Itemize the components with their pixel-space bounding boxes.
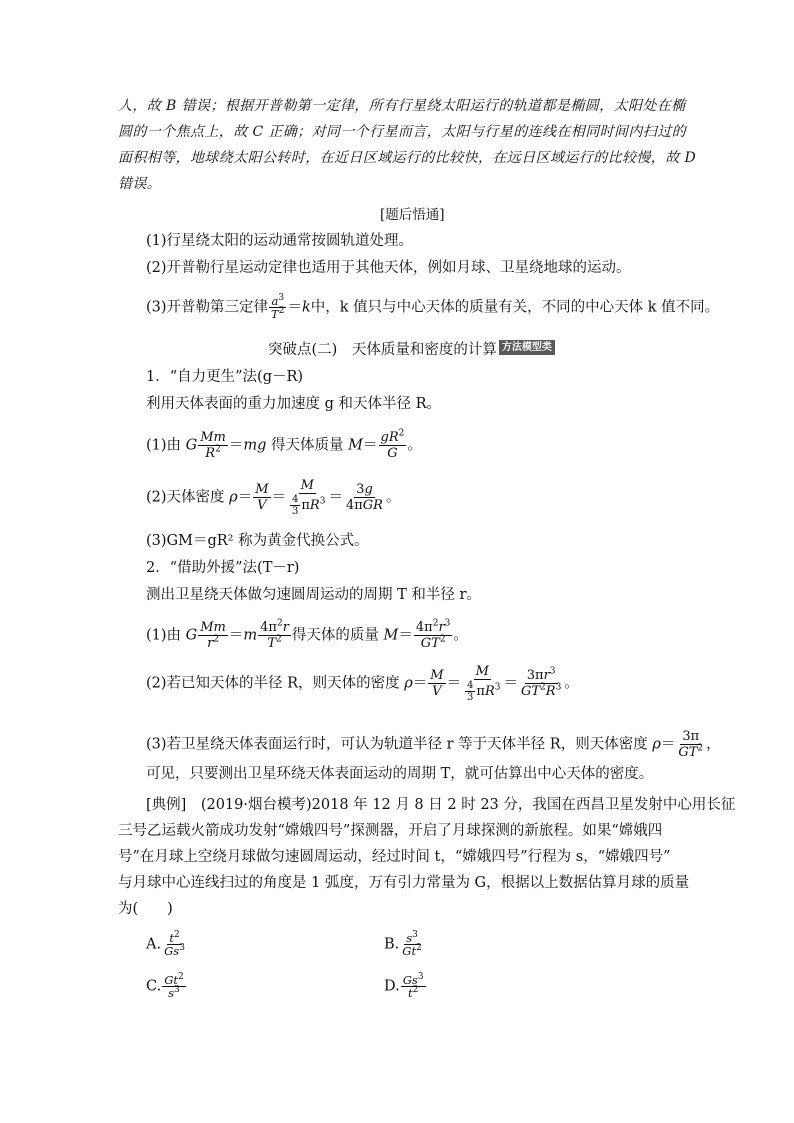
review-item-1: (1)行星绕太阳的运动通常按圆轨道处理。: [146, 233, 414, 249]
example-line-5: 为( ): [118, 901, 173, 917]
review-heading: [题后悟通]: [380, 207, 445, 223]
method2-step2-prefix: (2)若已知天体的半径 R，则天体的密度: [146, 675, 405, 692]
example-line-1: [典例] (2019·烟台模考)2018 年 12 月 8 日 2 时 23 分，我国在西昌卫星发射中心用长征: [146, 797, 736, 813]
density-volume: M $\frac{4}{3}$ $\pi R^3$: [292, 478, 326, 517]
method2-step1: (1)由 G $\frac{Mm}{r^2}$ ＝m $\frac{4\pi^2r}{T^2}$ 得天体的质量 M＝ $\frac{4\pi^2r^3}{GT^2}$ 。: [146, 618, 468, 651]
method1-title: 1．“自力更生”法(g－R): [146, 369, 304, 385]
option-c: [146, 974, 187, 999]
intro-line-1: 人，故 B 错误；根据开普勒第一定律，所有行星绕太阳运行的轨道都是椭圆，太阳处在椭: [118, 98, 686, 114]
method1-step2: (2)天体密度 ρ＝ $\frac{M}{V}$ ＝ M $\frac{4}{3}$ $\pi R^3$ ＝ $\frac{3g}{\text{4πGR}}$ 。: [146, 478, 401, 517]
orbit-density-result: $\frac{3\pi r^3}{GT^2R^3}$: [520, 666, 562, 699]
option-d-formula: $\frac{Gs^3}{t^2}$: [402, 972, 424, 1000]
method1-step3: (3)GM＝gR² 称为黄金代换公式。: [146, 533, 369, 549]
orbit-gravity-formula: $\frac{Mm}{r^2}$: [200, 620, 226, 651]
option-d: [384, 974, 427, 999]
option-a: [146, 932, 188, 957]
method2-step3: (3)若卫星绕天体表面运行时，可认为轨道半径 r 等于天体半径 R，则天体密度 ρ＝ $\frac{3\pi}{GT^2}$ ，: [146, 729, 721, 760]
method1-step1-mid: 得天体质量: [271, 437, 349, 454]
method2-step1-prefix: (1)由: [146, 627, 186, 644]
gravity-formula: $\frac{Mm}{R^2}$: [200, 430, 226, 461]
method2-desc: 测出卫星绕天体做匀速圆周运动的周期 T 和半径 r。: [146, 587, 481, 603]
review-item-3-prefix: (3)开普勒第三定律: [146, 299, 269, 316]
example-line-2: 三号乙运载火箭成功发射“嫦娥四号”探测器，开启了月球探测的新旅程。如果“嫦娥四: [118, 823, 663, 839]
section-title-text: 突破点(二) 天体质量和密度的计算: [268, 342, 497, 358]
review-item-3-suffix: 中，k 值只与中心天体的质量有关，不同的中心天体 k 值不同。: [310, 299, 720, 316]
intro-line-4: 错误。: [118, 176, 162, 192]
option-a-label: A.: [146, 936, 162, 953]
section-title: [268, 340, 555, 360]
review-item-3: (3)开普勒第三定律 $\frac{a^3}{T^2}$ ＝k中，k 值只与中心天体的质量有关，不同的中心天体 k 值不同。: [146, 293, 720, 321]
review-item-2: (2)开普勒行星运动定律也适用于其他天体，例如月球、卫星绕地球的运动。: [146, 260, 631, 276]
method2-step2: (2)若已知天体的半径 R，则天体的密度 ρ＝ $\frac{M}{V}$ ＝ M $\frac{4}{3}$ $\pi R^3$ ＝ $\frac{3\pi r^3}{GT^2R^3}$ 。: [146, 664, 579, 703]
section-tag: 方法模型类: [499, 340, 555, 355]
option-b-formula: $\frac{s^3}{Gt^2}$: [402, 930, 422, 958]
density-result: $\frac{3g}{\text{4πGR}}$: [345, 482, 383, 513]
orbit-mass-formula: $\frac{4\pi^2r^3}{GT^2}$: [415, 618, 451, 651]
mass-formula: $\frac{gR^2}{G}$: [380, 428, 405, 461]
option-c-label: C.: [146, 978, 162, 995]
orbit-density-mv: $\frac{M}{V}$: [430, 668, 444, 699]
surface-density-formula: $\frac{3\pi}{GT^2}$: [678, 729, 704, 760]
method2-step3-line2: 可见，只要测出卫星环绕天体表面运动的周期 T，就可估算出中心天体的密度。: [146, 766, 654, 782]
example-line-3: 号”在月球上空绕月球做匀速圆周运动，经过时间 t，“嫦娥四号”行程为 s，“嫦娥四号”: [118, 849, 671, 865]
kepler-formula: $\frac{a^3}{T^2}$: [271, 293, 285, 321]
method1-step1: (1)由 G $\frac{Mm}{R^2}$ ＝mg 得天体质量 M＝ $\frac{gR^2}{G}$ 。: [146, 428, 422, 461]
intro-line-2: 圆的一个焦点上，故 C 正确；对同一个行星而言，太阳与行星的连线在相同时间内扫过的: [118, 124, 687, 140]
option-d-label: D.: [384, 978, 400, 995]
option-b: [384, 932, 425, 957]
option-c-formula: $\frac{Gt^2}{s^3}$: [164, 972, 184, 1000]
density-mv: $\frac{M}{V}$: [255, 482, 269, 513]
method2-title: 2．“借助外援”法(T－r): [146, 560, 300, 576]
method1-step1-prefix: (1)由: [146, 437, 186, 454]
method1-desc: 利用天体表面的重力加速度 g 和天体半径 R。: [146, 396, 442, 412]
method1-step2-prefix: (2)天体密度: [146, 489, 230, 506]
option-b-label: B.: [384, 936, 400, 953]
method2-step3-prefix: (3)若卫星绕天体表面运行时，可认为轨道半径 r 等于天体半径 R，则天体密度: [146, 736, 653, 753]
intro-line-3: 面积相等，地球绕太阳公转时，在近日区域运行的比较快，在远日区域运行的比较慢，故 D: [118, 150, 697, 166]
option-a-formula: $\frac{t^2}{Gs^3}$: [164, 930, 185, 958]
example-line-4: 与月球中心连线扫过的角度是 1 弧度，万有引力常量为 G，根据以上数据估算月球的质量: [118, 875, 690, 891]
method2-step1-mid: 得天体的质量: [291, 627, 384, 644]
centripetal-formula: $\frac{4\pi^2r}{T^2}$: [260, 618, 289, 651]
orbit-density-volume: M $\frac{4}{3}$ $\pi R^3$: [467, 664, 501, 703]
